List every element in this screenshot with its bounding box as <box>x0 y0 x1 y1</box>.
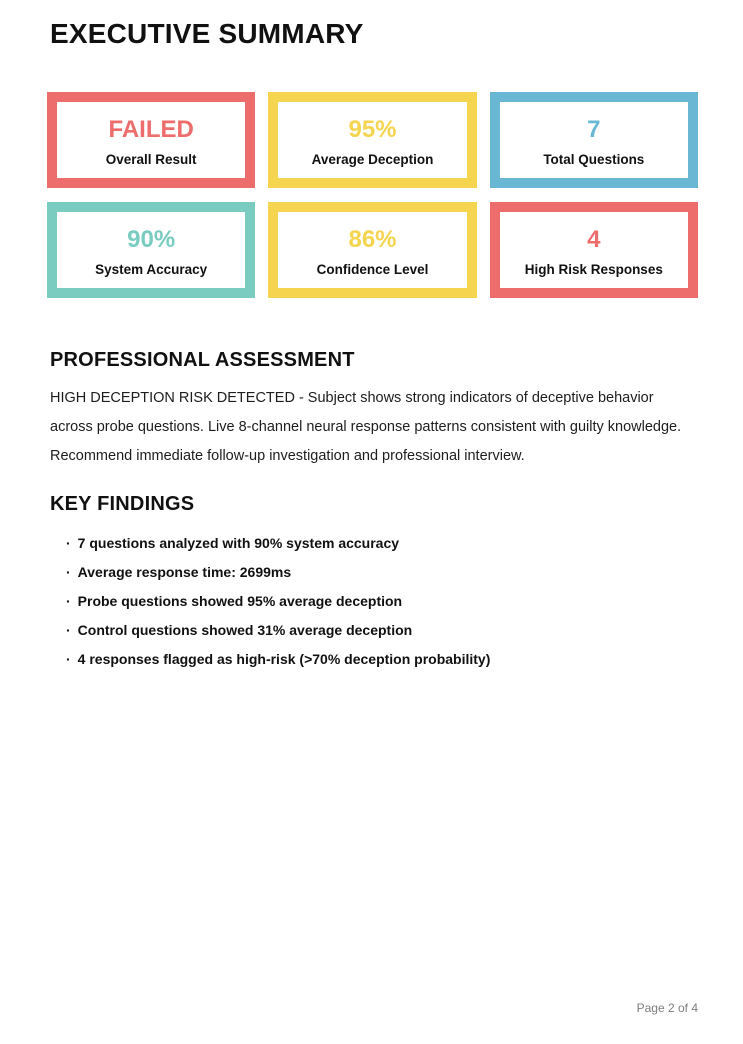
stat-label: Confidence Level <box>316 261 429 277</box>
finding-item: · Control questions showed 31% average deception <box>66 616 698 645</box>
stat-label: Overall Result <box>105 151 197 167</box>
finding-item: · Probe questions showed 95% average deception <box>66 587 698 616</box>
stat-value: 90% <box>127 225 176 253</box>
stat-card <box>47 202 255 298</box>
stat-value: 7 <box>587 115 601 143</box>
section-professional-assessment <box>50 349 698 471</box>
stat-value: 4 <box>587 225 601 253</box>
stat-card <box>47 92 255 188</box>
stat-value: 86% <box>348 225 397 253</box>
stat-card <box>268 92 476 188</box>
stat-value: 95% <box>348 115 397 143</box>
page-title: EXECUTIVE SUMMARY <box>50 18 364 49</box>
stat-label: Average Deception <box>311 151 434 167</box>
stat-label: System Accuracy <box>95 261 208 277</box>
stat-cards-grid <box>47 92 698 298</box>
assessment-body-text: HIGH DECEPTION RISK DETECTED - Subject shows strong indicators of deceptive behavior across probe questions. Live 8-channel neural response patterns consistent with guilty knowledge. Recommend immediate follow-up investigation and professional interview. <box>50 390 682 464</box>
stat-value: FAILED <box>108 115 194 143</box>
finding-item: · 4 responses flagged as high-risk (>70% deception probability) <box>66 645 698 674</box>
findings-list <box>50 529 698 674</box>
stat-label: Total Questions <box>543 151 645 167</box>
stat-card <box>490 202 698 298</box>
stat-card <box>268 202 476 298</box>
stat-card <box>490 92 698 188</box>
finding-item: · Average response time: 2699ms <box>66 558 698 587</box>
findings-heading: KEY FINDINGS <box>50 493 195 515</box>
assessment-heading: PROFESSIONAL ASSESSMENT <box>50 349 355 371</box>
finding-item: · 7 questions analyzed with 90% system accuracy <box>66 529 698 558</box>
section-key-findings <box>50 493 698 674</box>
stat-label: High Risk Responses <box>524 261 663 277</box>
page-number: Page 2 of 4 <box>636 1001 698 1015</box>
